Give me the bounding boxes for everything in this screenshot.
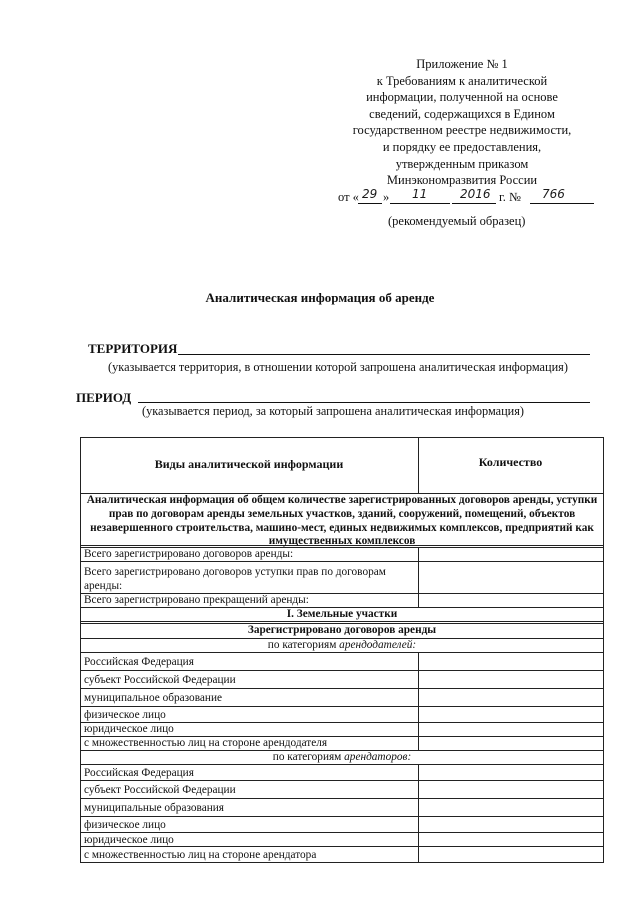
column-divider — [418, 652, 419, 750]
territory-field[interactable] — [178, 354, 590, 355]
appendix-line: к Требованиям к аналитической — [376, 73, 548, 88]
table-rule — [80, 621, 604, 622]
column-divider — [418, 764, 419, 862]
table-row: физическое лицо — [84, 709, 166, 721]
sample-note: (рекомендуемый образец) — [388, 214, 526, 228]
by-lessors-italic: арендодателей: — [339, 639, 417, 651]
order-month-underline — [390, 203, 450, 204]
table-rule — [80, 561, 604, 562]
table-row: Российская Федерация — [84, 767, 194, 779]
table-rule — [80, 706, 604, 707]
table-border-bottom — [80, 862, 604, 863]
total-assignments-label-line2: аренды: — [84, 580, 123, 592]
table-row: физическое лицо — [84, 819, 166, 831]
order-prefix: от « — [338, 189, 359, 204]
total-terminations-label: Всего зарегистрировано прекращений аренды: — [84, 594, 309, 606]
appendix-block — [300, 56, 624, 208]
header-type: Виды аналитической информации — [154, 457, 344, 471]
table-row: субъект Российской Федерации — [84, 674, 236, 686]
table-row: субъект Российской Федерации — [84, 784, 236, 796]
table-row: юридическое лицо — [84, 723, 174, 735]
table-row: муниципальные образования — [84, 802, 224, 814]
order-date-line — [300, 186, 624, 208]
period-hint: (указывается период, за который запрошена аналитическая информация) — [141, 404, 525, 418]
appendix-line: Приложение № 1 — [416, 57, 508, 71]
column-divider — [418, 547, 419, 607]
table-rule — [80, 764, 604, 765]
by-lessees-italic: арендаторов: — [344, 751, 412, 763]
table-row: с множественностью лиц на стороне арендатора — [84, 849, 317, 861]
summary-heading: Аналитическая информация об общем количестве зарегистрированных договоров аренды, уступки прав по договорам аренды земельных участков, зданий, сооружений, помещений, объектов незавершенного строительства, машино-мест, единых недвижимых комплексов, предприятий как имущественных комплексов — [86, 494, 598, 548]
order-mid: » — [383, 189, 390, 204]
table-rule — [80, 688, 604, 689]
table-row: с множественностью лиц на стороне арендодателя — [84, 737, 328, 749]
table-rule — [80, 652, 604, 653]
table-border-top — [80, 437, 604, 438]
order-number-underline — [530, 203, 594, 204]
order-day: 29 — [362, 186, 378, 201]
by-lessees-heading: по категориям арендаторов: — [272, 751, 412, 763]
total-leases-label: Всего зарегистрировано договоров аренды: — [84, 548, 294, 560]
table-row: муниципальное образование — [84, 692, 223, 704]
appendix-line: и порядку ее предоставления, — [382, 139, 542, 154]
table-rule — [80, 798, 604, 799]
header-quantity: Количество — [478, 455, 543, 469]
order-number: 766 — [542, 186, 565, 201]
territory-hint: (указывается территория, в отношении которой запрошена аналитическая информация) — [108, 360, 568, 374]
appendix-line: информации, полученной на основе — [366, 90, 558, 105]
order-year: 2016 — [460, 186, 491, 201]
period-field[interactable] — [138, 402, 590, 403]
period-label: ПЕРИОД — [76, 390, 132, 405]
page-title: Аналитическая информация об аренде — [205, 290, 435, 305]
territory-label: ТЕРРИТОРИЯ — [88, 341, 178, 356]
appendix-line: Минэкономразвития России — [386, 173, 538, 188]
table-row: Российская Федерация — [84, 656, 194, 668]
appendix-line: утвержденным приказом — [395, 156, 529, 171]
order-year-underline — [452, 203, 496, 204]
table-rule — [80, 780, 604, 781]
section-land-heading: I. Земельные участки — [286, 608, 398, 620]
table-rule — [80, 816, 604, 817]
registered-leases-heading: Зарегистрировано договоров аренды — [247, 624, 437, 636]
order-month: 11 — [412, 186, 428, 201]
table-row: юридическое лицо — [84, 834, 174, 846]
table-rule — [80, 832, 604, 833]
appendix-line: государственном реестре недвижимости, — [352, 123, 572, 138]
order-year-suffix: г. № — [499, 189, 521, 204]
table-rule — [80, 670, 604, 671]
total-assignments-label-line1: Всего зарегистрировано договоров уступки прав по договорам — [84, 566, 386, 578]
appendix-line: сведений, содержащихся в Едином — [369, 106, 555, 121]
order-day-underline — [358, 203, 382, 204]
by-lessors-heading: по категориям арендодателей: — [267, 639, 417, 651]
